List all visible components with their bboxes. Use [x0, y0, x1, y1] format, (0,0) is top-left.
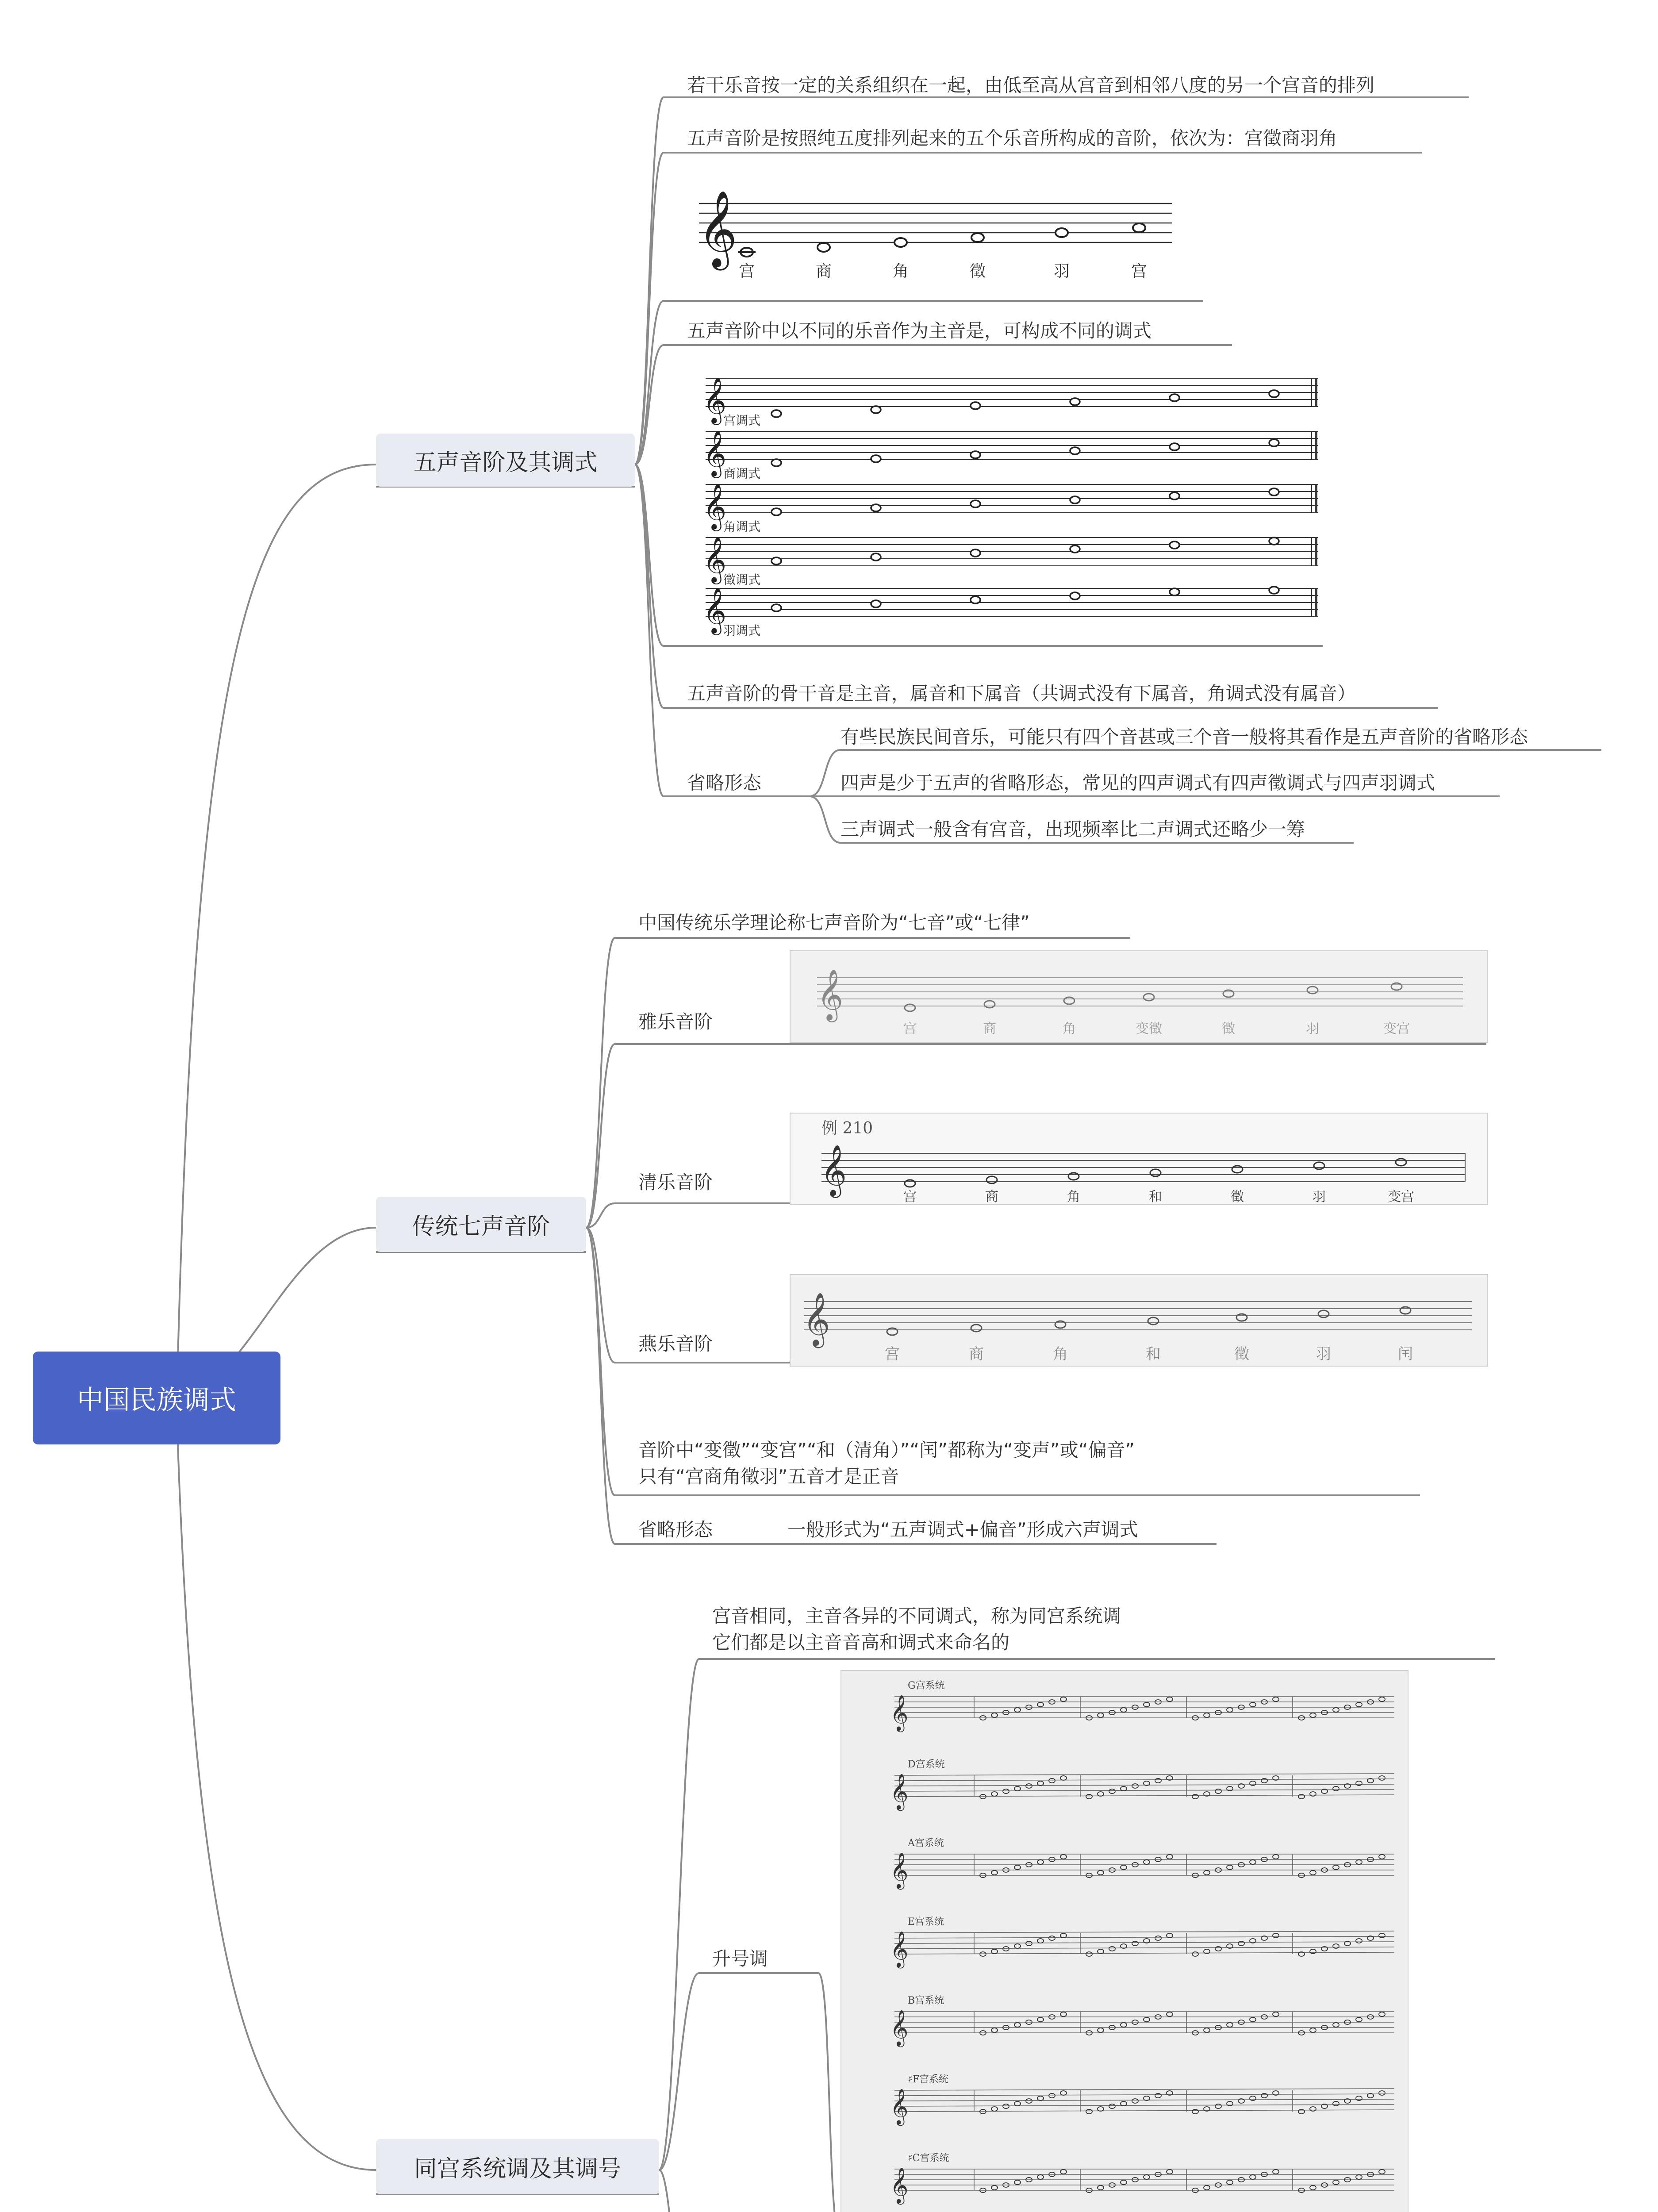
- scale-note: [991, 1792, 998, 1796]
- yayue-note-1: 宫: [903, 1021, 917, 1037]
- scale-note: [991, 2185, 998, 2190]
- pentatonic-item-1: 若干乐音按一定的关系组织在一起，由低至高从宫音到相邻八度的另一个宫音的排列: [687, 74, 1375, 96]
- mode-note: [1070, 592, 1080, 599]
- scale-note: [1037, 2096, 1044, 2101]
- pentatonic-note-2: 商: [815, 262, 832, 280]
- heptatonic-scale-label-2: 清乐音阶: [638, 1171, 713, 1193]
- scale-note: [1396, 1159, 1406, 1166]
- scale-note: [1215, 1789, 1221, 1793]
- mode-note: [771, 557, 781, 565]
- scale-note: [1121, 2180, 1127, 2185]
- mode-note: [1269, 587, 1279, 594]
- heptatonic-scale-label-1: 雅乐音阶: [638, 1011, 713, 1033]
- scale-note: [1003, 1789, 1009, 1793]
- scale-note: [1098, 1870, 1104, 1875]
- sharp-keys-photo: [841, 1670, 1409, 2212]
- treble-clef-icon: 𝄞: [703, 483, 727, 530]
- scale-note: [971, 1325, 982, 1332]
- yayue-note-7: 变宫: [1383, 1021, 1410, 1037]
- scale-note: [1014, 1708, 1021, 1712]
- mode-note: [1170, 541, 1179, 549]
- scale-note: [1356, 2017, 1362, 2022]
- mode-label-yu: 羽调式: [723, 623, 761, 638]
- scale-note: [1037, 2017, 1044, 2022]
- scale-note: [1003, 2104, 1009, 2108]
- scale-note: [1314, 1162, 1324, 1169]
- scale-note: [1037, 2175, 1044, 2179]
- scale-note: [984, 1001, 995, 1008]
- qingyue-note-4: 和: [1149, 1189, 1162, 1204]
- scale-note: [1236, 1314, 1247, 1321]
- mode-note: [771, 604, 781, 611]
- scale-note: [1333, 2101, 1339, 2106]
- scale-note: [1037, 1781, 1044, 1786]
- topic-same-gong[interactable]: [376, 2139, 659, 2194]
- mode-note: [971, 402, 980, 409]
- scale-note: [1037, 1939, 1044, 1943]
- yanyue-note-3: 角: [1053, 1345, 1068, 1363]
- scale-note: [1098, 1949, 1104, 1954]
- yayue-note-3: 角: [1063, 1021, 1076, 1037]
- scale-note: [991, 1713, 998, 1717]
- treble-clef-icon: 𝄞: [890, 1931, 909, 1967]
- yanyue-scale-photo: [790, 1274, 1488, 1367]
- scale-note: [1121, 1865, 1127, 1870]
- scale-note: [1310, 2185, 1316, 2190]
- yayue-note-4: 变徵: [1136, 1021, 1162, 1037]
- scale-note: [986, 1176, 997, 1183]
- heptatonic-note-line-1: 音阶中“变徵”“变宫”“和（清角）”“闰”都称为“变声”或“偏音”: [638, 1439, 1135, 1461]
- scale-note: [1227, 2180, 1233, 2185]
- pentatonic-omission-2: 四声是少于五声的省略形态，常见的四声调式有四声徵调式与四声羽调式: [841, 772, 1435, 794]
- treble-clef-icon: 𝄞: [890, 2088, 909, 2124]
- mode-note: [1070, 447, 1080, 454]
- pentatonic-note-3: 角: [892, 262, 909, 280]
- qingyue-note-6: 羽: [1313, 1189, 1326, 1204]
- scale-note: [1086, 2109, 1092, 2114]
- heptatonic-omission-label: 省略形态: [638, 1519, 713, 1540]
- scale-note: [1273, 2170, 1279, 2174]
- scale-note: [1086, 1952, 1092, 1956]
- mode-note: [971, 500, 980, 507]
- scale-note: [1310, 1713, 1316, 1717]
- scale-note: [1060, 2012, 1067, 2016]
- scale-note: [1273, 1697, 1279, 1701]
- mode-note: [1070, 398, 1080, 405]
- scale-note: [1049, 1936, 1055, 1940]
- yanyue-note-5: 徵: [1234, 1345, 1249, 1363]
- scale-note: [1014, 2101, 1021, 2106]
- mode-label-gong: 宫调式: [723, 413, 761, 428]
- scale-note: [887, 1328, 898, 1335]
- mode-note: [771, 410, 781, 417]
- treble-clef-icon: 𝄞: [890, 1773, 909, 1809]
- scale-note: [1121, 1708, 1127, 1712]
- scale-note: [1223, 990, 1234, 997]
- scale-note: [905, 1180, 915, 1187]
- mode-note: [1070, 496, 1080, 503]
- root-node[interactable]: [33, 1352, 280, 1444]
- scale-note: [1060, 1855, 1067, 1859]
- qingyue-note-3: 角: [1067, 1189, 1080, 1204]
- scale-note: [1155, 1778, 1161, 1783]
- scale-note: [1086, 1794, 1092, 1799]
- pentatonic-scale-staff: [690, 186, 1181, 283]
- scale-note: [1144, 1860, 1150, 1864]
- scale-note: [1060, 2170, 1067, 2174]
- qingyue-note-5: 徵: [1231, 1189, 1244, 1204]
- scale-note: [1307, 987, 1318, 994]
- scale-note: [1155, 2093, 1161, 2098]
- scale-note: [1109, 2104, 1115, 2108]
- qingyue-caption: 例 210: [821, 1119, 873, 1137]
- scale-note: [905, 1004, 915, 1011]
- scale-note: [1060, 1776, 1067, 1780]
- heptatonic-note-line-2: 只有“宫商角徵羽”五音才是正音: [638, 1466, 899, 1487]
- mode-note: [771, 508, 781, 515]
- scale-note: [1014, 1865, 1021, 1870]
- mode-note: [871, 406, 881, 413]
- mode-note: [1269, 439, 1279, 446]
- scale-note: [1273, 1855, 1279, 1859]
- scale-note: [1250, 2175, 1256, 2179]
- pentatonic-item-2: 五声音阶是按照纯五度排列起来的五个乐音所构成的音阶，依次为：宫徵商羽角: [687, 127, 1338, 149]
- mode-note: [871, 600, 881, 607]
- scale-note: [1379, 2091, 1385, 2095]
- scale-note: [1192, 1794, 1198, 1799]
- scale-note: [1379, 1697, 1385, 1701]
- yanyue-note-1: 宫: [885, 1345, 900, 1363]
- yayue-scale-staff: [791, 951, 1487, 1042]
- scale-note: [1060, 1697, 1067, 1701]
- key-system-label: G宫系统: [908, 1680, 945, 1691]
- scale-note: [1132, 1941, 1138, 1946]
- scale-note: [1014, 1944, 1021, 1948]
- pentatonic-omission-3: 三声调式一般含有宫音，出现频率比二声调式还略少一筹: [841, 818, 1305, 840]
- sharp-keys-label: 升号调: [712, 1948, 768, 1970]
- mode-note: [1170, 443, 1179, 450]
- scale-note: [1356, 2175, 1362, 2179]
- mode-note: [871, 455, 881, 462]
- scale-note: [1333, 2180, 1339, 2185]
- pentatonic-omission-label: 省略形态: [687, 772, 762, 794]
- yanyue-note-4: 和: [1146, 1345, 1161, 1363]
- scale-note: [1391, 983, 1402, 990]
- scale-note: [1400, 1307, 1411, 1314]
- scale-note: [1037, 1860, 1044, 1864]
- qingyue-scale-staff: [791, 1114, 1487, 1204]
- scale-note: [1379, 1933, 1385, 1938]
- scale-note: [991, 1949, 998, 1954]
- mode-note: [1170, 492, 1179, 499]
- scale-note: [1098, 1713, 1104, 1717]
- scale-note: [1356, 1939, 1362, 1943]
- scale-note: [1227, 1865, 1233, 1870]
- scale-note: [1318, 1310, 1329, 1317]
- scale-note: [1333, 1944, 1339, 1948]
- mode-note: [971, 596, 980, 603]
- scale-note: [1144, 2175, 1150, 2179]
- scale-note: [1273, 2012, 1279, 2016]
- scale-note: [1121, 2023, 1127, 2027]
- scale-note: [1192, 2109, 1198, 2114]
- topic-same-gong-label: 同宫系统调及其调号: [414, 2156, 621, 2182]
- scale-note: [1250, 2017, 1256, 2022]
- treble-clef-icon: 𝄞: [703, 536, 727, 583]
- treble-clef-icon: 𝄞: [890, 2009, 909, 2046]
- scale-note: [1379, 2170, 1385, 2174]
- treble-clef-icon: 𝄞: [890, 1694, 909, 1731]
- scale-note: [1310, 1870, 1316, 1875]
- scale-note: [1310, 2107, 1316, 2111]
- qingyue-scale-photo: [790, 1113, 1488, 1205]
- yanyue-note-6: 羽: [1316, 1345, 1331, 1363]
- mode-note: [1170, 394, 1179, 401]
- scale-note: [1215, 1947, 1221, 1951]
- scale-note: [1379, 1776, 1385, 1780]
- scale-note: [1014, 2180, 1021, 2185]
- mode-note: [971, 549, 980, 557]
- mode-note: [1070, 545, 1080, 553]
- treble-clef-icon: 𝄞: [703, 587, 727, 634]
- scale-note: [1232, 1166, 1243, 1173]
- treble-clef-icon: 𝄞: [890, 2167, 909, 2203]
- treble-clef-icon: 𝄞: [803, 1292, 830, 1346]
- key-system-label: ♯F宫系统: [908, 2074, 948, 2085]
- mode-label-shang: 商调式: [723, 466, 761, 481]
- scale-note: [1144, 2017, 1150, 2022]
- scale-note: [1109, 1947, 1115, 1951]
- topic-heptatonic[interactable]: [376, 1197, 586, 1252]
- mode-note: [1170, 588, 1179, 595]
- treble-clef-icon: 𝄞: [703, 377, 727, 423]
- pentatonic-note-1: 宫: [738, 262, 755, 280]
- pentatonic-note-5: 羽: [1053, 262, 1070, 280]
- key-system-label: A宫系统: [908, 1838, 944, 1849]
- yanyue-note-7: 闰: [1398, 1345, 1413, 1363]
- root-label: 中国民族调式: [77, 1385, 236, 1416]
- mode-label-zhi: 徵调式: [723, 572, 761, 587]
- scale-note: [1379, 1855, 1385, 1859]
- scale-note: [1068, 1173, 1079, 1180]
- scale-note: [1098, 2185, 1104, 2190]
- scale-note: [1144, 1702, 1150, 1707]
- scale-note: [1003, 1947, 1009, 1951]
- yayue-note-6: 羽: [1306, 1021, 1319, 1037]
- pentatonic-modes-staves: [697, 363, 1325, 639]
- scale-note: [1204, 1713, 1210, 1717]
- scale-note: [991, 1870, 998, 1875]
- scale-note: [1215, 2104, 1221, 2108]
- key-system-label: B宫系统: [908, 1995, 944, 2006]
- scale-note: [1379, 2012, 1385, 2016]
- link-root-b3: [177, 1420, 376, 2170]
- pentatonic-omission-1: 有些民族民间音乐，可能只有四个音甚或三个音一般将其看作是五声音阶的省略形态: [841, 726, 1528, 748]
- scale-note: [1150, 1169, 1161, 1176]
- scale-note: [1026, 1941, 1032, 1946]
- mode-note: [1269, 390, 1279, 397]
- scale-note: [1167, 1697, 1173, 1701]
- mode-label-jue: 角调式: [723, 519, 761, 534]
- scale-note: [1192, 1952, 1198, 1956]
- scale-note: [1356, 1781, 1362, 1786]
- scale-note: [1098, 2107, 1104, 2111]
- topic-heptatonic-label: 传统七声音阶: [412, 1214, 550, 1240]
- treble-clef-icon: 𝄞: [817, 968, 844, 1020]
- scale-note: [1155, 1936, 1161, 1940]
- treble-clef-icon: 𝄞: [821, 1144, 847, 1196]
- mode-note: [871, 553, 881, 561]
- topic-pentatonic[interactable]: [376, 434, 635, 487]
- scale-note: [1098, 1792, 1104, 1796]
- scale-note: [1109, 1789, 1115, 1793]
- scale-note: [1250, 1860, 1256, 1864]
- key-system-label: D宫系统: [908, 1759, 945, 1770]
- scale-note: [1333, 1786, 1339, 1791]
- key-system-label: E宫系统: [908, 1916, 944, 1928]
- yayue-note-5: 徵: [1222, 1021, 1235, 1037]
- mode-note: [771, 459, 781, 466]
- treble-clef-icon: 𝄞: [890, 1852, 909, 1888]
- scale-note: [1356, 1702, 1362, 1707]
- scale-note: [1250, 1702, 1256, 1707]
- scale-note: [1356, 2096, 1362, 2101]
- scale-note: [1204, 2028, 1210, 2032]
- scale-note: [1060, 1933, 1067, 1938]
- qingyue-note-7: 变宫: [1388, 1189, 1414, 1204]
- mode-note: [1269, 488, 1279, 495]
- sharp-keys-staves: [841, 1671, 1408, 2212]
- scale-note: [1049, 2093, 1055, 2098]
- treble-clef-icon: 𝄞: [703, 430, 727, 476]
- key-system-label: ♯C宫系统: [908, 2153, 949, 2164]
- qingyue-note-2: 商: [985, 1189, 998, 1204]
- scale-note: [1132, 1784, 1138, 1788]
- scale-note: [1333, 2023, 1339, 2027]
- heptatonic-intro: 中国传统乐学理论称七声音阶为“七音”或“七律”: [638, 912, 1030, 933]
- scale-note: [1132, 2099, 1138, 2103]
- scale-note: [1167, 2012, 1173, 2016]
- pentatonic-note-6: 宫: [1131, 262, 1148, 280]
- mode-note: [1269, 538, 1279, 545]
- scale-note: [1310, 2028, 1316, 2032]
- scale-note: [1060, 2091, 1067, 2095]
- scale-note: [1148, 1317, 1159, 1325]
- scale-note: [1098, 2028, 1104, 2032]
- scale-note: [1167, 1855, 1173, 1859]
- same-gong-intro-1: 宫音相同，主音各异的不同调式，称为同宫系统调: [712, 1605, 1121, 1627]
- scale-note: [1356, 1860, 1362, 1864]
- heptatonic-omission-text: 一般形式为“五声调式+偏音”形成六声调式: [787, 1519, 1138, 1540]
- scale-note: [1014, 2023, 1021, 2027]
- yayue-scale-photo: [790, 950, 1488, 1043]
- pentatonic-item-3: 五声音阶中以不同的乐音作为主音是，可构成不同的调式: [687, 320, 1152, 342]
- topic-pentatonic-label: 五声音阶及其调式: [413, 449, 598, 476]
- scale-note: [1014, 1786, 1021, 1791]
- mode-note: [871, 504, 881, 511]
- same-gong-intro-2: 它们都是以主音音高和调式来命名的: [712, 1632, 1010, 1653]
- scale-note: [1055, 1321, 1066, 1328]
- scale-note: [1227, 1708, 1233, 1712]
- qingyue-note-1: 宫: [903, 1189, 917, 1204]
- treble-clef-icon: 𝄞: [698, 190, 737, 267]
- scale-note: [991, 2107, 998, 2111]
- yanyue-scale-staff: [791, 1275, 1487, 1366]
- scale-note: [1204, 2185, 1210, 2190]
- scale-note: [991, 2028, 998, 2032]
- link-root-b1: [177, 465, 376, 1394]
- scale-note: [1026, 1784, 1032, 1788]
- scale-note: [1144, 994, 1154, 1001]
- scale-note: [1310, 1792, 1316, 1796]
- heptatonic-scale-label-3: 燕乐音阶: [638, 1333, 713, 1355]
- scale-note: [1167, 2170, 1173, 2174]
- yanyue-note-2: 商: [969, 1345, 984, 1363]
- scale-note: [1310, 1949, 1316, 1954]
- scale-note: [1333, 1865, 1339, 1870]
- mode-note: [971, 451, 980, 458]
- scale-note: [1064, 997, 1075, 1004]
- scale-note: [1227, 2023, 1233, 2027]
- pentatonic-note-4: 徵: [969, 262, 986, 280]
- scale-note: [1037, 1702, 1044, 1707]
- scale-note: [1026, 2099, 1032, 2103]
- yayue-note-2: 商: [983, 1021, 996, 1037]
- pentatonic-item-4: 五声音阶的骨干音是主音，属音和下属音（共调式没有下属音，角调式没有属音）: [687, 683, 1356, 704]
- scale-note: [1204, 1870, 1210, 1875]
- scale-note: [1049, 1778, 1055, 1783]
- scale-note: [1333, 1708, 1339, 1712]
